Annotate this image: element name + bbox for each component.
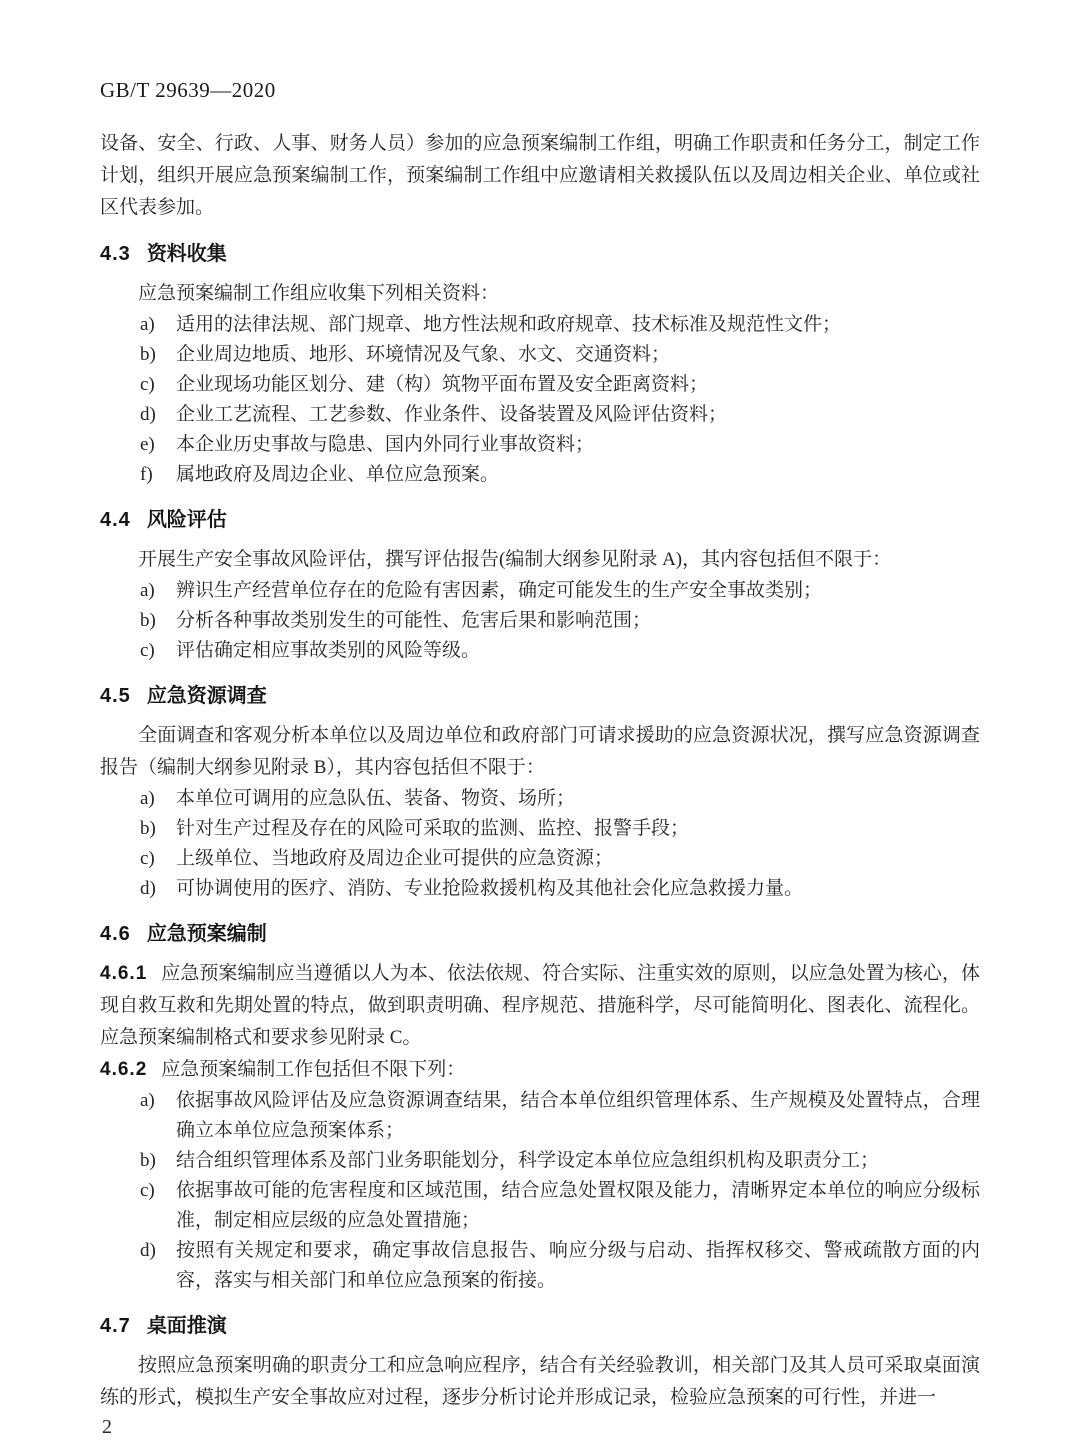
item-text: 结合组织管理体系及部门业务职能划分，科学设定本单位应急组织机构及职责分工； (176, 1150, 880, 1171)
list-item (140, 340, 980, 370)
section-4-7-paragraph: 按照应急预案明确的职责分工和应急响应程序，结合有关经验教训，相关部门及其人员可采取桌面演练的形式，模拟生产安全事故应对过程，逐步分析讨论并形成记录，检验应急预案的可行性，并进一 (100, 1355, 980, 1408)
list-item (140, 310, 980, 340)
clause-4-6-1 (100, 958, 980, 1054)
section-number: 4.5 (100, 685, 131, 707)
item-marker: d) (140, 1240, 156, 1261)
clause-text: 应急预案编制工作包括但不限下列： (161, 1059, 466, 1080)
section-heading-4-4 (100, 508, 980, 532)
section-4-3-list (100, 310, 980, 490)
item-text: 辨识生产经营单位存在的危险有害因素，确定可能发生的生产安全事故类别； (176, 580, 823, 601)
section-number: 4.3 (100, 243, 131, 265)
clause-number: 4.6.1 (100, 963, 148, 984)
list-item (140, 606, 980, 636)
item-marker: c) (140, 1180, 155, 1201)
section-heading-4-3 (100, 242, 980, 266)
section-number: 4.4 (100, 509, 131, 531)
page-number: 2 (102, 1416, 112, 1438)
item-marker: d) (140, 878, 156, 899)
item-marker: b) (140, 818, 156, 839)
item-text: 企业周边地质、地形、环境情况及气象、水文、交通资料； (176, 344, 671, 365)
item-marker: c) (140, 374, 155, 395)
item-marker: d) (140, 404, 156, 425)
item-text: 本企业历史事故与隐患、国内外同行业事故资料； (176, 434, 595, 455)
list-item (140, 1146, 980, 1176)
list-item (140, 814, 980, 844)
item-text: 分析各种事故类别发生的可能性、危害后果和影响范围； (176, 610, 652, 631)
item-marker: c) (140, 848, 155, 869)
section-4-6-list (100, 1086, 980, 1296)
section-4-5-list (100, 784, 980, 904)
section-title: 应急预案编制 (146, 923, 267, 945)
item-marker: a) (140, 314, 155, 335)
item-marker: b) (140, 344, 156, 365)
list-item (140, 784, 980, 814)
item-marker: a) (140, 1090, 155, 1111)
item-text: 按照有关规定和要求，确定事故信息报告、响应分级与启动、指挥权移交、警戒疏散方面的内容，落实与相关部门和单位应急预案的衔接。 (176, 1240, 980, 1291)
list-item (140, 844, 980, 874)
standard-code-header: GB/T 29639—2020 (100, 78, 276, 102)
item-text: 本单位可调用的应急队伍、装备、物资、场所； (176, 788, 576, 809)
clause-4-6-2 (100, 1054, 980, 1086)
list-item (140, 1086, 980, 1146)
section-heading-4-5 (100, 684, 980, 708)
list-item (140, 460, 980, 490)
section-4-4-lead: 开展生产安全事故风险评估，撰写评估报告(编制大纲参见附录 A)，其内容包括但不限于： (138, 549, 892, 570)
item-text: 依据事故风险评估及应急资源调查结果，结合本单位组织管理体系、生产规模及处置特点，合理确立本单位应急预案体系； (176, 1090, 980, 1141)
section-number: 4.6 (100, 923, 131, 945)
item-text: 针对生产过程及存在的风险可采取的监测、监控、报警手段； (176, 818, 690, 839)
clause-number: 4.6.2 (100, 1059, 148, 1080)
section-4-5-lead: 全面调查和客观分析本单位以及周边单位和政府部门可请求援助的应急资源状况，撰写应急资源调查报告（编制大纲参见附录 B），其内容包括但不限于： (100, 725, 980, 778)
item-marker: a) (140, 788, 155, 809)
intro-paragraph: 设备、安全、行政、人事、财务人员）参加的应急预案编制工作组，明确工作职责和任务分工，制定工作计划，组织开展应急预案编制工作，预案编制工作组中应邀请相关救援队伍以及周边相关企业、单位或社区代表参加。 (100, 133, 980, 218)
section-title: 资料收集 (146, 243, 227, 265)
section-heading-4-6 (100, 922, 980, 946)
section-4-4-list (100, 576, 980, 666)
section-title: 桌面推演 (146, 1315, 227, 1337)
section-number: 4.7 (100, 1315, 131, 1337)
item-text: 依据事故可能的危害程度和区域范围，结合应急处置权限及能力，清晰界定本单位的响应分级标准，制定相应层级的应急处置措施； (176, 1180, 980, 1231)
section-title: 风险评估 (146, 509, 227, 531)
list-item (140, 576, 980, 606)
list-item (140, 400, 980, 430)
clause-text: 应急预案编制应当遵循以人为本、依法依规、符合实际、注重实效的原则，以应急处置为核心，体现自救互救和先期处置的特点，做到职责明确、程序规范、措施科学，尽可能简明化、图表化、流程化。应急预案编制格式和要求参见附录 C。 (100, 963, 980, 1048)
item-text: 可协调使用的医疗、消防、专业抢险救援机构及其他社会化应急救援力量。 (176, 878, 804, 899)
list-item (140, 1176, 980, 1236)
list-item (140, 1236, 980, 1296)
item-text: 评估确定相应事故类别的风险等级。 (176, 640, 481, 661)
list-item (140, 370, 980, 400)
section-4-3-lead: 应急预案编制工作组应收集下列相关资料： (138, 283, 500, 304)
list-item (140, 636, 980, 666)
item-text: 上级单位、当地政府及周边企业可提供的应急资源； (176, 848, 614, 869)
item-text: 企业工艺流程、工艺参数、作业条件、设备装置及风险评估资料； (176, 404, 728, 425)
section-title: 应急资源调查 (146, 685, 267, 707)
list-item (140, 874, 980, 904)
item-marker: b) (140, 610, 156, 631)
item-marker: e) (140, 434, 155, 455)
section-heading-4-7 (100, 1314, 980, 1338)
item-marker: f) (140, 464, 153, 485)
item-text: 适用的法律法规、部门规章、地方性法规和政府规章、技术标准及规范性文件； (176, 314, 842, 335)
item-marker: a) (140, 580, 155, 601)
list-item (140, 430, 980, 460)
item-marker: c) (140, 640, 155, 661)
item-text: 属地政府及周边企业、单位应急预案。 (176, 464, 500, 485)
item-text: 企业现场功能区划分、建（构）筑物平面布置及安全距离资料； (176, 374, 709, 395)
item-marker: b) (140, 1150, 156, 1171)
